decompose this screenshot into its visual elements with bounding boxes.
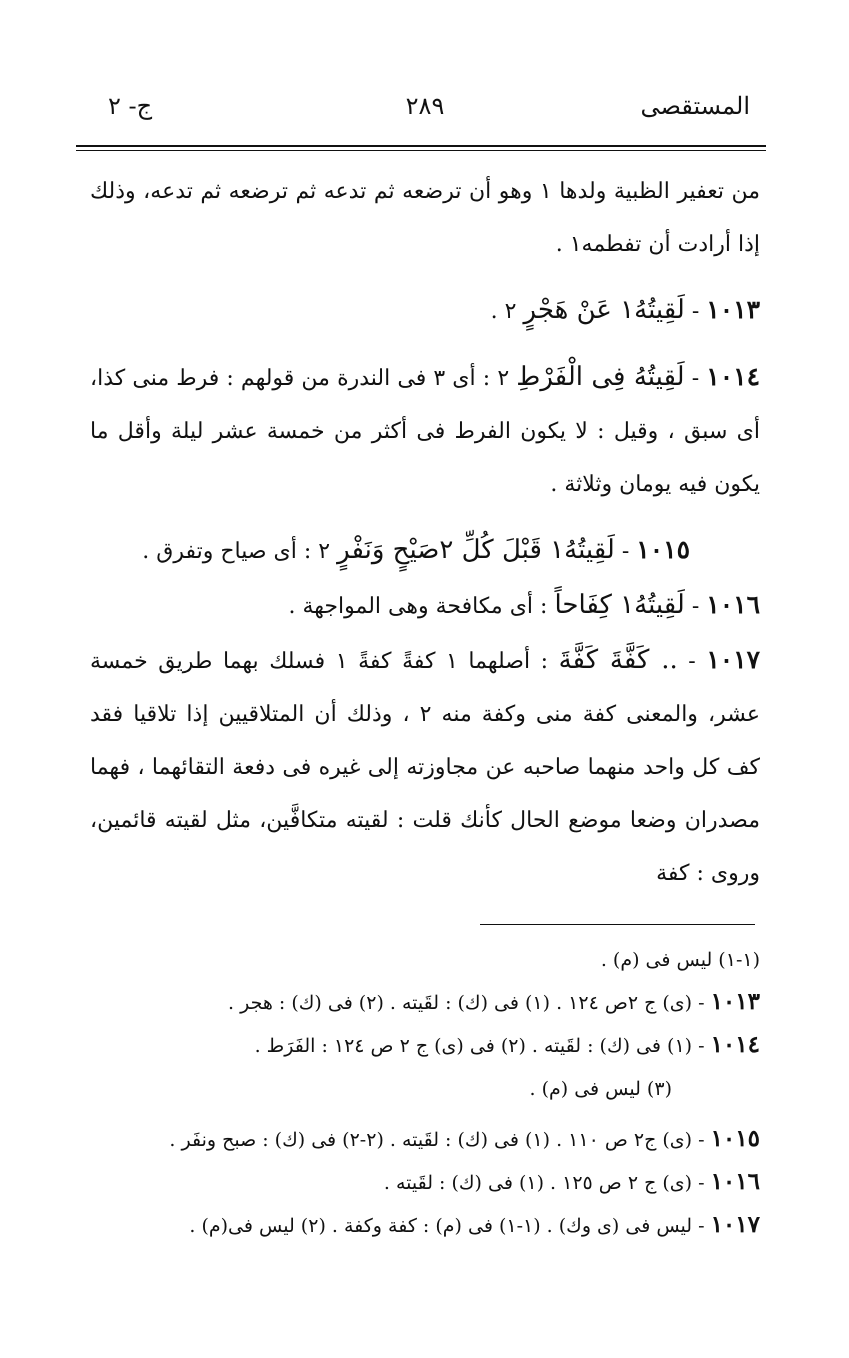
entry-1015: ١٠١٥ - لَقِيتُهُ١ قَبْلَ كُلِّ ٢صَيْحٍ وَنَفْرٍ ٢ : أى صياح وتفرق . — [142, 535, 690, 565]
proverb-phrase: لَقِيتُهُ١ كِفَاحاً — [554, 590, 685, 620]
entry-1017: ١٠١٧ - .. كَفَّةَ كَفَّةَ : أصلهما ١ كفةً كفةً ١ فسلك بهما طريق خمسة عشر، والمعنى كفة منى وكفة منه ٢ ، وذلك أن المتلاقيين إذا تلاقيا فقد كف كل واحد منهما صاحبه عن مجاوزته إلى غيره فى دفعة التقائهما ، فهما مصدران وضعا موضع الحال كأنك قلت : لقيته متكافَّين، مثل لقيته قائمين، وروى : كفة — [90, 645, 761, 886]
entry-number: ١٠١٤ — [706, 362, 760, 391]
volume-label: ج- ٢ — [108, 92, 153, 120]
footnote-line — [90, 1024, 760, 1067]
footnote-line — [90, 1161, 760, 1204]
footnote-entry-number: ١٠١٦ — [710, 1168, 760, 1195]
footnote-line — [90, 1067, 760, 1110]
footnote-line — [90, 1118, 760, 1161]
header-rule-thin — [76, 150, 766, 151]
footnote-text: - ليس فى (ى وك) . (١-١) فى (م) : كفة وكفة . (٢) ليس فى(م) . — [189, 1215, 705, 1237]
footnotes — [90, 938, 760, 1247]
footnote-text: - (ى) ج٢ ص ١١٠ . (١) فى (ك) : لقَيته . (٢-٢) فى (ك) : صبح ونفَر . — [169, 1129, 705, 1151]
footnote-line — [90, 938, 760, 981]
proverb-phrase: لَقِيتُهُ١ قَبْلَ كُلِّ ٢صَيْحٍ وَنَفْرٍ — [337, 535, 615, 565]
footnote-text: - (ى) ج ٢ ص ١٢٥ . (١) فى (ك) : لقَيته . — [383, 1172, 705, 1194]
footnote-entry-number: ١٠١٤ — [710, 1031, 760, 1058]
page-number: ٢٨٩ — [405, 92, 445, 120]
footnote-entry-number: ١٠١٣ — [710, 988, 760, 1015]
main-text — [90, 165, 760, 900]
footnote-text: - (ى) ج ٢ص ١٢٤ . (١) فى (ك) : لقَيته . (٢) فى (ك) : هجر . — [228, 992, 705, 1014]
running-head — [100, 92, 750, 132]
header-rule — [76, 145, 766, 147]
entry-1014: ١٠١٤ - لَقِيتُهُ فِى الْفَرْطِ ٢ : أى ٣ فى الندرة من قولهم : فرط منى كذا، أى سبق ، وقيل : لا يكون الفرط فى أكثر من خمسة عشر ليلة وأقل ما يكون فيه يومان وثلاثة . — [90, 362, 760, 497]
continuation-paragraph: من تعفير الظبية ولدها ١ وهو أن ترضعه ثم تدعه ثم ترضعه ثم تدعه، وذلك إذا أرادت أن تفطمه١ . — [90, 179, 760, 257]
entry-1013: ١٠١٣ - لَقِيتُهُ١ عَنْ هَجْرٍ ٢ . — [490, 295, 760, 325]
footnote-separator — [480, 924, 755, 925]
footnote-text: - (١) فى (ك) : لقَيته . (٢) فى (ى) ج ٢ ص ١٢٤ : الفَرَط . — [254, 1035, 705, 1057]
book-title: المستقصى — [640, 92, 750, 120]
footnote-line — [90, 981, 760, 1024]
entry-text: : أى مكافحة وهى المواجهة . — [288, 594, 548, 619]
entry-number: ١٠١٦ — [706, 590, 760, 619]
entry-text: ٢ : أى صياح وتفرق . — [142, 539, 331, 564]
entry-1016: ١٠١٦ - لَقِيتُهُ١ كِفَاحاً : أى مكافحة وهى المواجهة . — [288, 590, 760, 620]
entry-text: ٢ . — [490, 299, 517, 324]
footnote-text: (٣) ليس فى (م) . — [529, 1078, 672, 1100]
entry-number: ١٠١٣ — [706, 295, 760, 324]
footnote-entry-number: ١٠١٥ — [710, 1125, 760, 1152]
entry-text: : أصلهما ١ كفةً كفةً ١ فسلك بهما طريق خمسة عشر، والمعنى كفة منى وكفة منه ٢ ، وذلك أن المتلاقيين إذا تلاقيا فقد كف كل واحد منهما صاحبه عن مجاوزته إلى غيره فى دفعة التقائهما ، فهما مصدران وضعا موضع الحال كأنك قلت : لقيته متكافَّين، مثل لقيته قائمين، وروى : كفة — [90, 649, 760, 886]
proverb-phrase: .. كَفَّةَ كَفَّةَ — [558, 645, 678, 675]
entry-text: ٢ : أى ٣ فى الندرة من قولهم : فرط منى كذا، أى سبق ، وقيل : لا يكون الفرط فى أكثر من خمسة عشر ليلة وأقل ما يكون فيه يومان وثلاثة . — [90, 366, 760, 497]
entry-number: ١٠١٥ — [636, 535, 690, 564]
entry-number: ١٠١٧ — [706, 645, 761, 674]
proverb-phrase: لَقِيتُهُ فِى الْفَرْطِ — [516, 362, 685, 392]
footnote-entry-number: ١٠١٧ — [710, 1211, 760, 1238]
proverb-phrase: لَقِيتُهُ١ عَنْ هَجْرٍ — [523, 295, 685, 325]
footnote-line — [90, 1204, 760, 1247]
footnote-text: (١-١) ليس فى (م) . — [600, 949, 760, 971]
